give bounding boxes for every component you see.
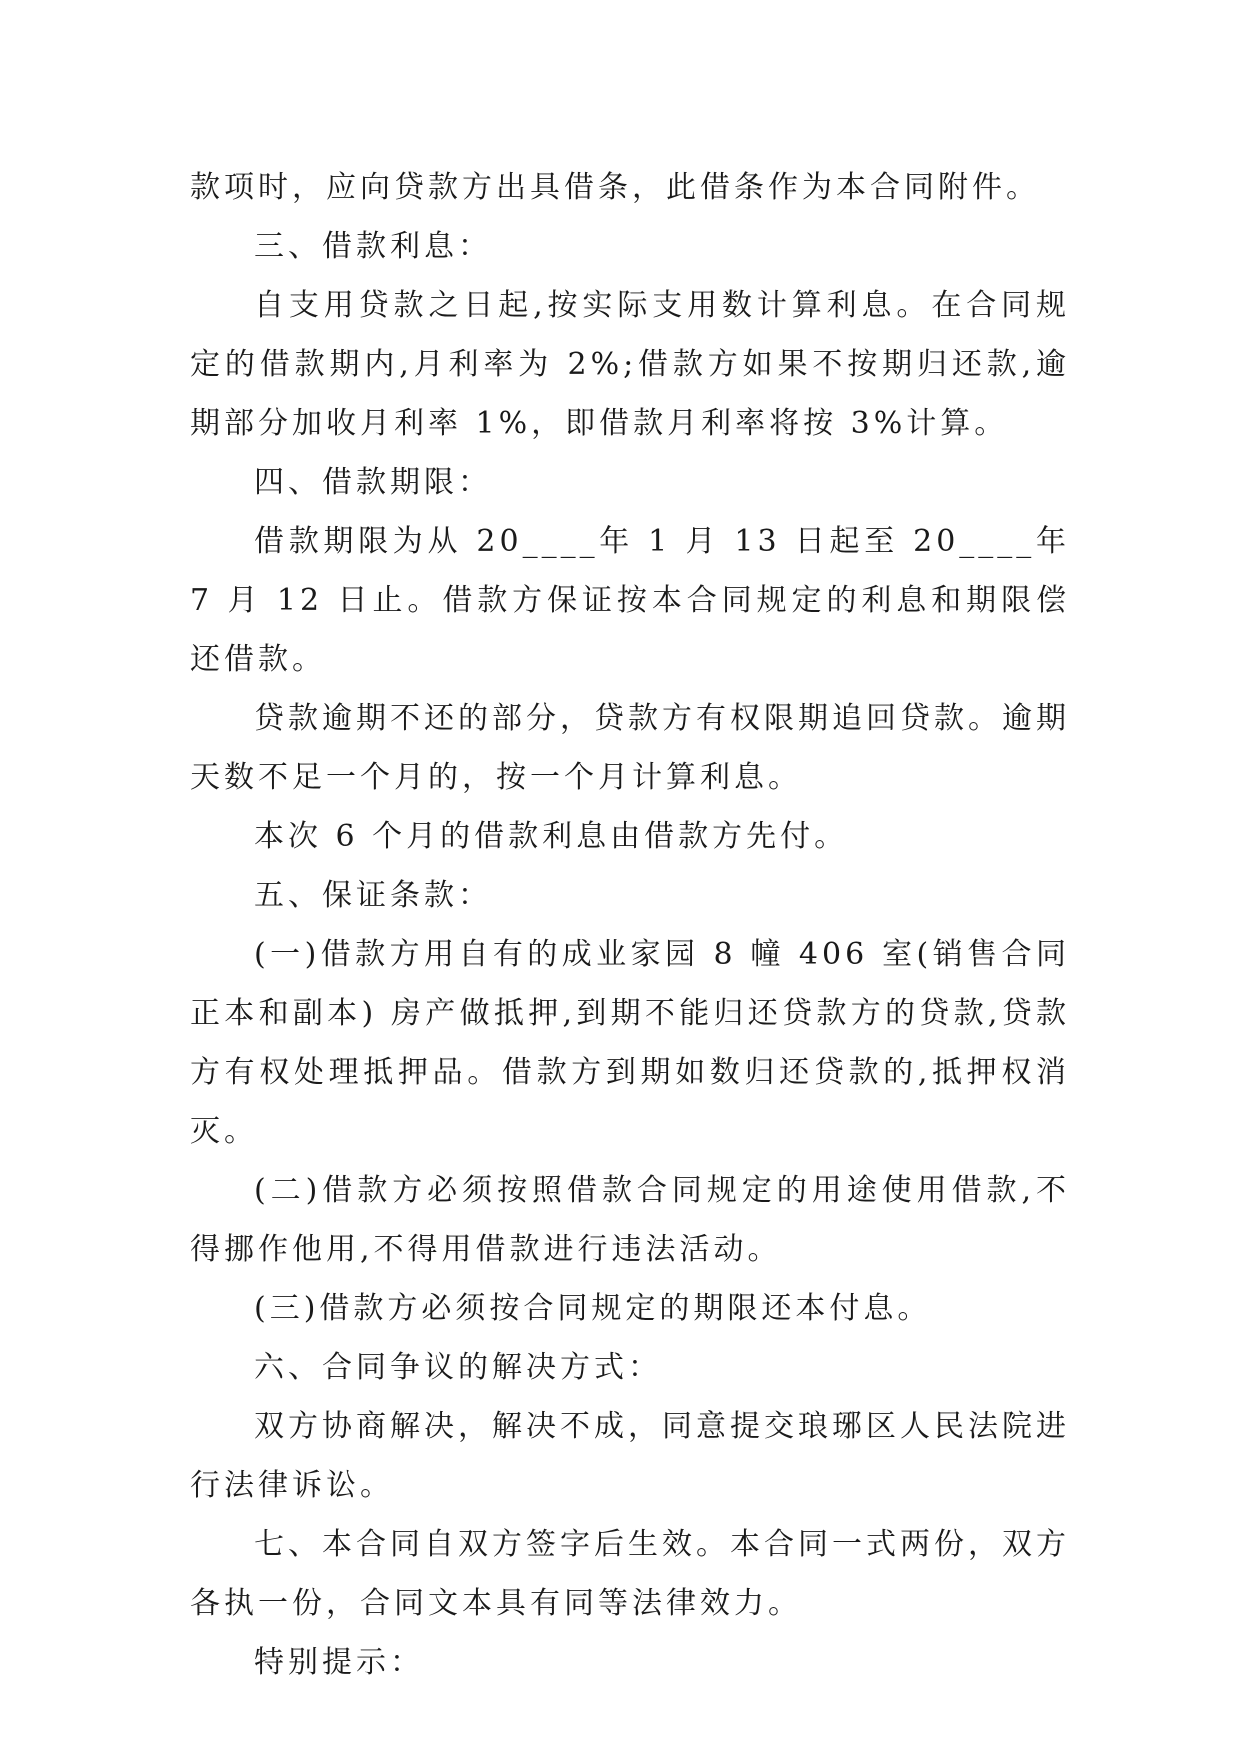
paragraph-overdue: 贷款逾期不还的部分，贷款方有权限期追回贷款。逾期天数不足一个月的，按一个月计算利息。 bbox=[190, 701, 1070, 795]
section-effective-clause: 七、本合同自双方签字后生效。本合同一式两份，双方各执一份，合同文本具有同等法律效力。 bbox=[190, 1527, 1070, 1621]
section-heading-interest: 三、借款利息： bbox=[254, 229, 492, 264]
paragraph-loan-period: 借款期限为从 20____年 1 月 13 日起至 20____年 7 月 12 日止。借款方保证按本合同规定的利息和期限偿还借款。 bbox=[190, 524, 1070, 677]
paragraph-dispute-resolution: 双方协商解决，解决不成，同意提交琅琊区人民法院进行法律诉讼。 bbox=[190, 1409, 1070, 1503]
paragraph-guarantee-3: (三)借款方必须按合同规定的期限还本付息。 bbox=[254, 1291, 932, 1326]
paragraph-interest-terms: 自支用贷款之日起,按实际支用数计算利息。在合同规定的借款期内,月利率为 2%;借款方如果不按期归还款,逾期部分加收月利率 1%，即借款月利率将按 3%计算。 bbox=[190, 288, 1070, 441]
paragraph-prepaid-interest: 本次 6 个月的借款利息由借款方先付。 bbox=[254, 819, 849, 854]
section-heading-guarantee: 五、保证条款： bbox=[254, 878, 492, 913]
document-body bbox=[190, 158, 1070, 1692]
section-heading-special-notice: 特别提示： bbox=[254, 1645, 424, 1680]
paragraph-continuation: 款项时，应向贷款方出具借条，此借条作为本合同附件。 bbox=[190, 170, 1040, 205]
section-heading-term: 四、借款期限： bbox=[254, 465, 492, 500]
paragraph-guarantee-2: (二)借款方必须按照借款合同规定的用途使用借款,不得挪作他用,不得用借款进行违法活动。 bbox=[190, 1173, 1070, 1267]
paragraph-guarantee-1: (一)借款方用自有的成业家园 8 幢 406 室(销售合同正本和副本) 房产做抵押,到期不能归还贷款方的贷款,贷款方有权处理抵押品。借款方到期如数归还贷款的,抵押权消灭。 bbox=[190, 937, 1070, 1149]
section-heading-dispute: 六、合同争议的解决方式： bbox=[254, 1350, 662, 1385]
